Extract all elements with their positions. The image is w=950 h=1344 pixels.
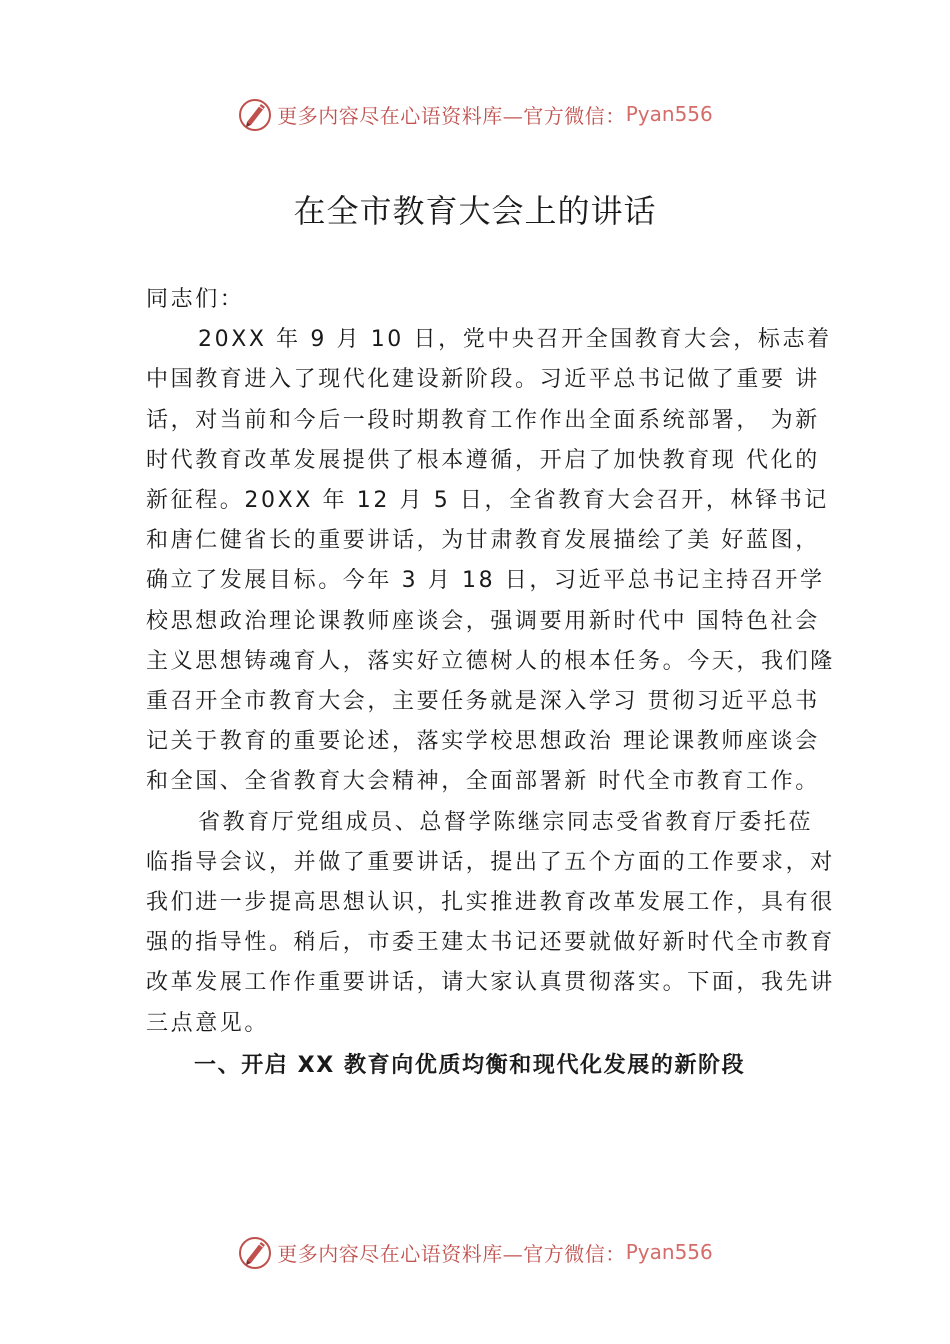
section-heading: 一、开启 XX 教育向优质均衡和现代化发展的新阶段 (194, 1052, 746, 1078)
page-title: 在全市教育大会上的讲话 (293, 192, 657, 230)
footer-banner (0, 1232, 950, 1272)
pen-logo-icon (237, 1234, 273, 1270)
banner-text: 更多内容尽在心语资料库—官方微信： (277, 1241, 626, 1266)
pen-logo-icon (237, 96, 273, 132)
banner-wechat-id: Pyan556 (625, 102, 713, 126)
banner-text: 更多内容尽在心语资料库—官方微信： (277, 103, 626, 128)
paragraph-1: 20XX 年 9 月 10 日，党中央召开全国教育大会，标志着中国教育进入了现代化建设新阶段。习近平总书记做了重要 讲话，对当前和今后一段时期教育工作作出全面系统部署， 为新时代教育改革发展提供了根本遵循，开启了加快教育现 代化的新征程。20XX 年 12 月 5 日，全省教育大会召开，林铎书记和唐仁健省长的重要讲话，为甘肃教育发展描绘了美 好蓝图，确立了发展目标。今年 3 月 18 日，习近平总书记主持召开学校思想政治理论课教师座谈会，强调要用新时代中 国特色社会主义思想铸魂育人，落实好立德树人的根本任务。今天，我们隆重召开全市教育大会，主要任务就是深入学习 贯彻习近平总书记关于教育的重要论述，落实学校思想政治 理论课教师座谈会和全国、全省教育大会精神，全面部署新 时代全市教育工作。 (146, 327, 835, 795)
header-banner (0, 94, 950, 134)
paragraph-2: 省教育厅党组成员、总督学陈继宗同志受省教育厅委托莅临指导会议，并做了重要讲话，提出了五个方面的工作要求，对我们进一步提高思想认识，扎实推进教育改革发展工作，具有很强的指导性。稍后，市委王建太书记还要就做好新时代全市教育改革发展工作作重要讲话，请大家认真贯彻落实。下面，我先讲三点意见。 (146, 809, 835, 1036)
banner-wechat-id: Pyan556 (625, 1240, 713, 1264)
salutation: 同志们： (146, 287, 245, 312)
document-body (146, 280, 836, 1086)
